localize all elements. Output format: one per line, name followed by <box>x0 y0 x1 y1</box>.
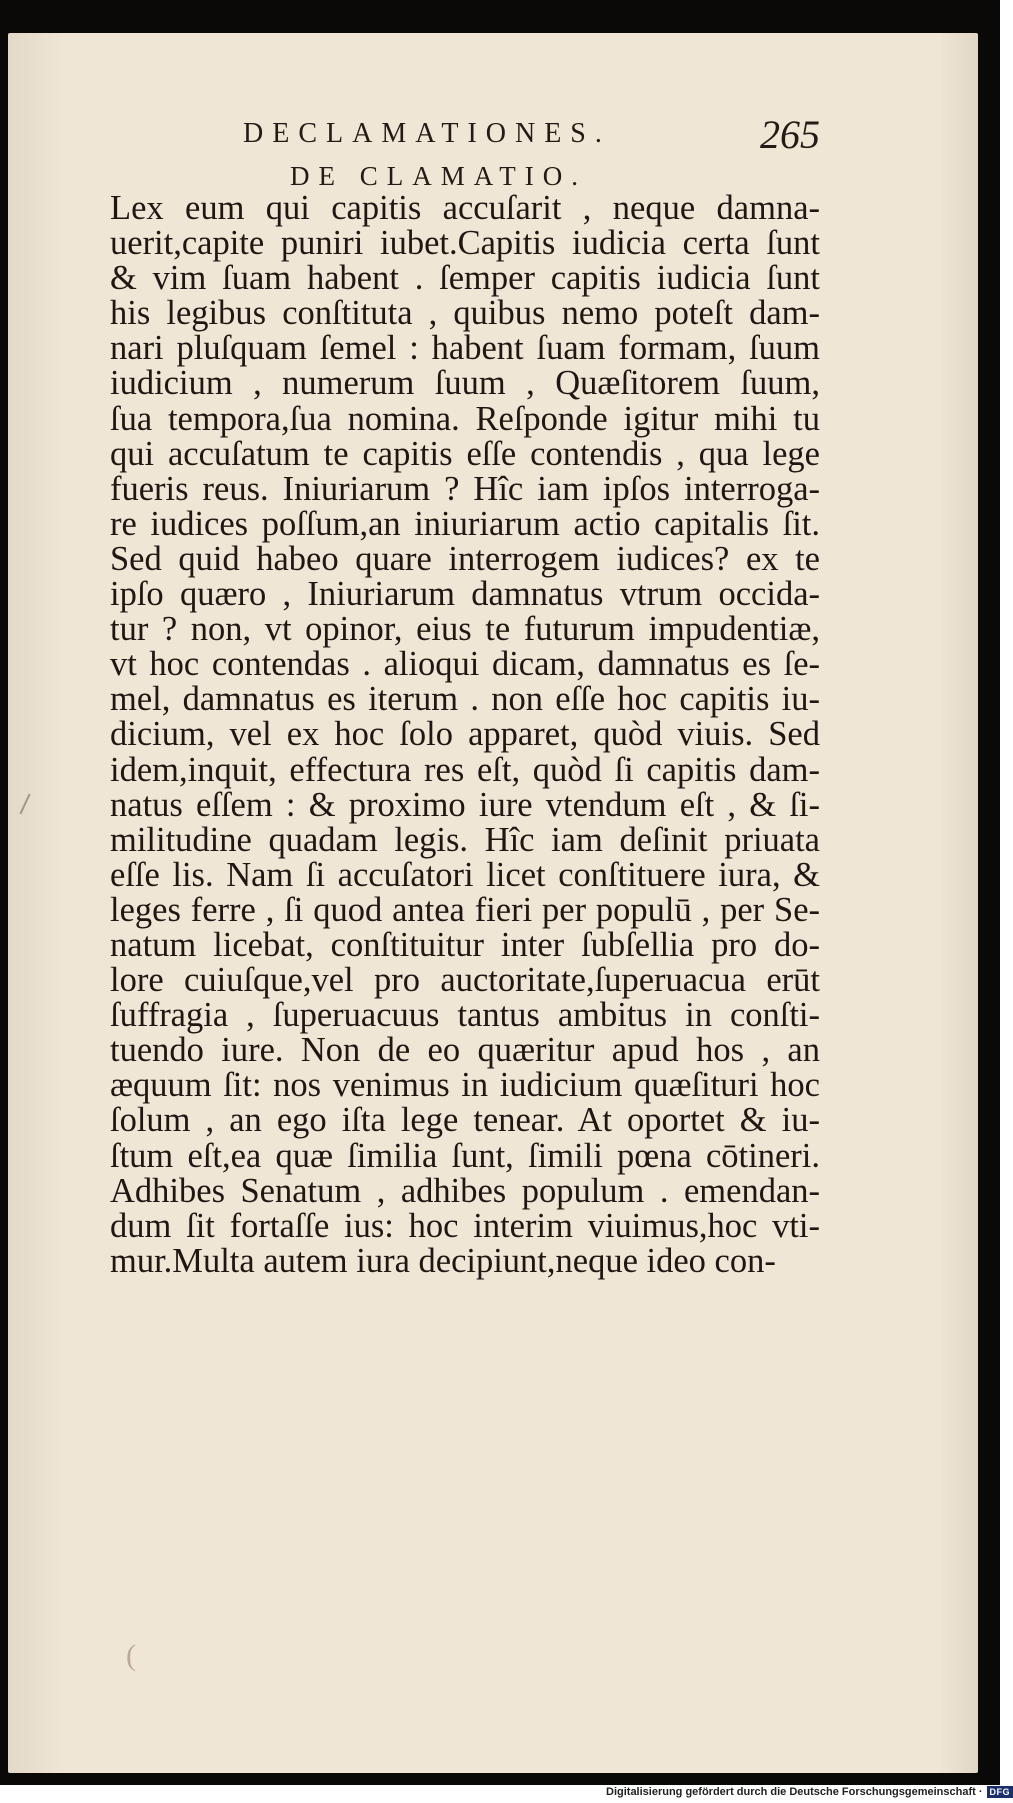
text-line: ſtum eſt,ea quæ ſimilia ſunt, ſimili pœna cōtineri. <box>110 1136 820 1175</box>
text-line: idem,inquit, effectura res eſt, quòd ſi capitis dam- <box>110 750 820 789</box>
text-line: qui accuſatum te capitis eſſe contendis , qua lege <box>110 434 820 473</box>
text-line: Sed quid habeo quare interrogem iudices? ex te <box>110 539 820 578</box>
text-line: his legibus conſtituta , quibus nemo poteſt dam- <box>110 294 820 333</box>
page-number: 265 <box>760 112 820 157</box>
text-line: nari pluſquam ſemel : habent ſuam formam, ſuum <box>110 329 820 368</box>
text-line: mel, damnatus es iterum . non eſſe hoc capitis iu- <box>110 680 820 719</box>
margin-bracket-mark: ( <box>126 1639 136 1672</box>
text-line: lore cuiuſque,vel pro auctoritate,ſuperuacua erūt <box>110 961 820 1000</box>
text-line: ipſo quæro , Iniuriarum damnatus vtrum occida- <box>110 575 820 614</box>
book-page <box>8 33 978 1773</box>
margin-pencil-mark <box>19 794 30 815</box>
text-line: ſua tempora,ſua nomina. Reſponde igitur mihi tu <box>110 399 820 438</box>
text-line: natum licebat, conſtituitur inter ſubſellia pro do- <box>110 925 820 964</box>
text-line: ſuffragia , ſuperuacuus tantus ambitus in conſti- <box>110 996 820 1035</box>
running-head: DECLAMATIONES. <box>243 118 611 149</box>
text-line: Lex eum qui capitis accuſarit , neque damna- <box>110 189 820 227</box>
text-line: & vim ſuam habent . ſemper capitis iudicia ſunt <box>110 259 820 298</box>
dfg-logo: DFG <box>987 1786 1013 1798</box>
text-line: militudine quadam legis. Hîc iam deſinit priuata <box>110 820 820 859</box>
text-line: eſſe lis. Nam ſi accuſatori licet conſtituere iura, & <box>110 855 820 894</box>
text-line: re iudices poſſum,an iniuriarum actio capitalis ſit. <box>110 504 820 543</box>
digitization-credit <box>606 1786 1013 1798</box>
credit-text: Digitalisierung gefördert durch die Deutsche Forschungsgemeinschaft · <box>606 1786 983 1798</box>
text-line: tur ? non, vt opinor, eius te futurum impudentiæ, <box>110 610 820 649</box>
text-line: dum ſit fortaſſe ius: hoc interim viuimus,hoc vti- <box>110 1206 820 1245</box>
body-text <box>110 191 820 1279</box>
section-heading: DE CLAMATIO. <box>290 161 587 191</box>
text-line: æquum ſit: nos venimus in iudicium quæſituri hoc <box>110 1066 820 1105</box>
text-line: natus eſſem : & proximo iure vtendum eſt , & ſi- <box>110 785 820 824</box>
text-line: ſolum , an ego iſta lege tenear. At oportet & iu- <box>110 1101 820 1140</box>
text-line: iudicium , numerum ſuum , Quæſitorem ſuum, <box>110 364 820 403</box>
text-line: tuendo iure. Non de eo quæritur apud hos , an <box>110 1031 820 1070</box>
text-line: fueris reus. Iniuriarum ? Hîc iam ipſos interroga- <box>110 469 820 508</box>
text-line: dicium, vel ex hoc ſolo apparet, quòd viuis. Sed <box>110 715 820 754</box>
text-line: vt hoc contendas . alioqui dicam, damnatus es ſe- <box>110 645 820 684</box>
text-line: uerit,capite puniri iubet.Capitis iudicia certa ſunt <box>110 224 820 263</box>
text-line: leges ferre , ſi quod antea fieri per populū , per Se- <box>110 890 820 929</box>
text-line: mur.Multa autem iura decipiunt,neque ideo con- <box>110 1241 776 1280</box>
text-line: Adhibes Senatum , adhibes populum . emendan- <box>110 1171 820 1210</box>
